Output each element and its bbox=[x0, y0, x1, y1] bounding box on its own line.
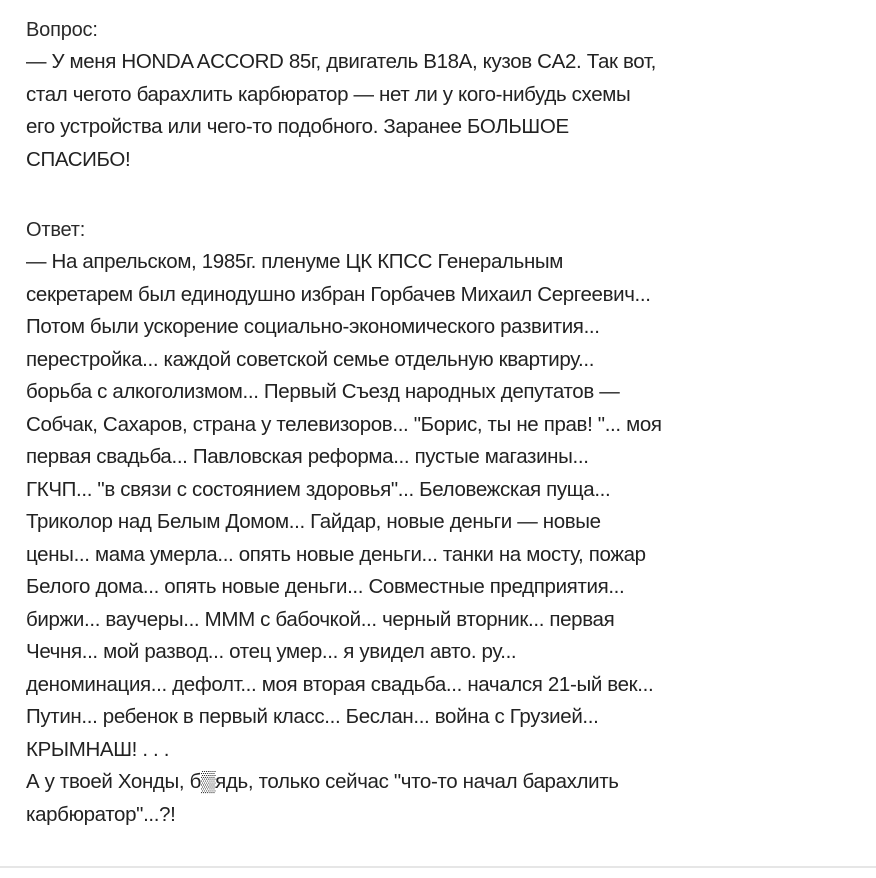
answer-line: А у твоей Хонды, б▒ядь, только сейчас "что-то начал барахлить bbox=[26, 770, 619, 793]
answer-line: цены... мама умерла... опять новые деньги... танки на мосту, пожар bbox=[26, 542, 646, 566]
answer-line: Путин... ребенок в первый класс... Беслан... война с Грузией... bbox=[26, 705, 599, 728]
answer-line: борьба с алкоголизмом... Первый Съезд народных депутатов — bbox=[26, 380, 620, 403]
question-label: Вопрос: bbox=[26, 19, 98, 41]
answer-line: перестройка... каждой советской семье отдельную квартиру... bbox=[26, 347, 595, 371]
answer-line: Собчак, Сахаров, страна у телевизоров... "Борис, ты не прав! "... моя bbox=[26, 412, 662, 436]
answer-line: деноминация... дефолт... моя вторая свадьба... начался 21-ый век... bbox=[26, 672, 654, 696]
answer-line: Чечня... мой развод... отец умер... я увидел авто. ру... bbox=[26, 640, 517, 663]
answer-line: Триколор над Белым Домом... Гайдар, новые деньги — новые bbox=[26, 510, 601, 533]
answer-line: — На апрельском, 1985г. пленуме ЦК КПСС Генеральным bbox=[26, 250, 564, 273]
answer-block bbox=[26, 214, 856, 831]
answer-line: ГКЧП... "в связи с состоянием здоровья"... Беловежская пуща... bbox=[26, 477, 611, 501]
question-block bbox=[26, 14, 856, 176]
question-line: СПАСИБО! bbox=[26, 147, 131, 171]
answer-line: биржи... ваучеры... МММ с бабочкой... черный вторник... первая bbox=[26, 607, 615, 631]
question-line: его устройства или чего-то подобного. Заранее БОЛЬШОЕ bbox=[26, 115, 569, 138]
question-line: стал чегото барахлить карбюратор — нет ли у кого-нибудь схемы bbox=[26, 82, 631, 106]
question-line: — У меня HONDA ACCORD 85г, двигатель B18A, кузов CA2. Так вот, bbox=[26, 50, 656, 73]
answer-line: Белого дома... опять новые деньги... Совместные предприятия... bbox=[26, 575, 625, 598]
answer-line: первая свадьба... Павловская реформа... пустые магазины... bbox=[26, 445, 589, 468]
answer-line: карбюратор"...?! bbox=[26, 802, 176, 826]
bottom-divider bbox=[0, 866, 876, 868]
answer-line: Потом были ускорение социально-экономического развития... bbox=[26, 315, 600, 338]
answer-line: секретарем был единодушно избран Горбачев Михаил Сергеевич... bbox=[26, 282, 651, 306]
answer-label: Ответ: bbox=[26, 219, 86, 241]
post-text bbox=[26, 14, 856, 831]
answer-line: КРЫМНАШ! . . . bbox=[26, 737, 170, 761]
